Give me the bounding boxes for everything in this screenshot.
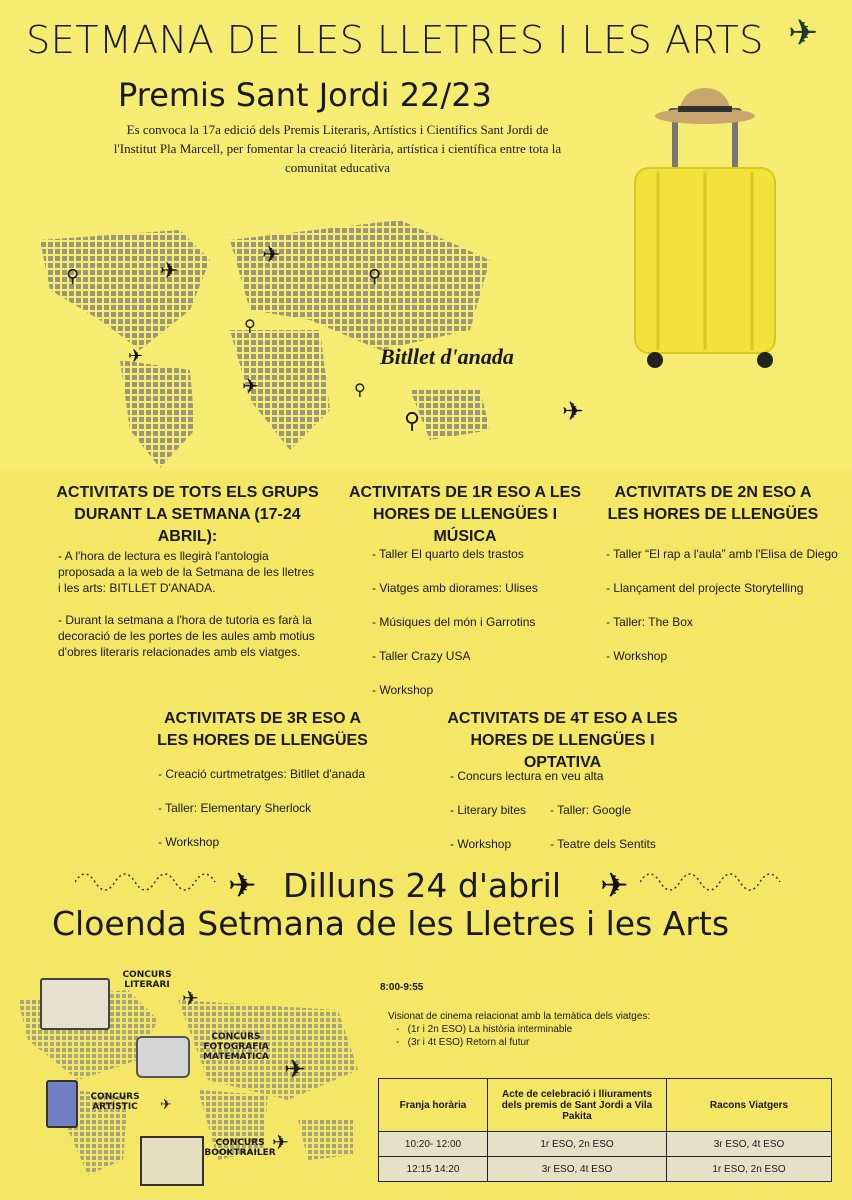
film-title: (1r i 2n ESO) La història interminable — [407, 1024, 573, 1035]
map-pin-icon: ⚲ — [66, 266, 80, 286]
bitllet-label: Bitllet d'anada — [380, 344, 514, 369]
contest-label: CONCURS ARTÍSTIC — [90, 1092, 140, 1112]
airplane-icon: ✈ — [272, 1132, 289, 1154]
list-row — [450, 802, 710, 818]
map-pin-icon: ⚲ — [354, 382, 366, 399]
list-item: - Literary bites — [450, 803, 527, 817]
list-item: - Durant la setmana a l'hora de tutoria es farà la decoració de les portes de les aules amb motius d'obres literaris relacionades amb els viatges. — [58, 613, 315, 659]
list-item: - Concurs lectura en veu alta — [450, 769, 604, 783]
list-item: - Taller: Elementary Sherlock — [158, 801, 312, 815]
table-cell: 10:20- 12:00 — [379, 1132, 488, 1157]
airplane-icon: ✈ — [182, 988, 199, 1010]
camera-image — [136, 1036, 190, 1078]
map-pin-icon: ⚲ — [404, 408, 421, 433]
table-row — [379, 1132, 832, 1157]
table-header: Franja horària — [379, 1079, 488, 1132]
section-all-heading: ACTIVITATS DE TOTS ELS GRUPS DURANT LA SETMANA (17-24 ABRIL): — [56, 484, 319, 545]
map-pin-icon: ⚲ — [244, 318, 256, 335]
list-item: - Workshop — [450, 837, 512, 851]
airplane-icon: ✈ — [262, 242, 281, 267]
list-row — [450, 836, 710, 852]
section-eso3-list — [158, 766, 398, 868]
table-cell: 3r ESO, 4t ESO — [488, 1157, 667, 1182]
airplane-icon: ✈ — [128, 346, 144, 366]
world-map-dots — [20, 200, 520, 470]
visionat-block — [388, 1010, 650, 1049]
list-item: - Músiques del món i Garrotins — [372, 615, 536, 629]
schedule-table — [378, 1078, 832, 1182]
airplane-icon: ✈ — [160, 258, 179, 283]
contest-label: CONCURS BOOKTRAILER — [204, 1138, 276, 1158]
list-item: - Taller “El rap a l'aula” amb l'Elisa de Diego — [606, 547, 838, 561]
list-item: - Taller Crazy USA — [372, 649, 471, 663]
section-eso1-list — [372, 546, 592, 716]
visionat-text: Visionat de cinema relacionat amb la temàtica dels viatges: — [388, 1011, 651, 1022]
list-item: - Teatre dels Sentits — [550, 837, 656, 851]
map-pin-icon: ⚲ — [368, 266, 382, 286]
section-eso4-heading: ACTIVITATS DE 4T ESO A LES HORES DE LLENGÜES I OPTATIVA — [447, 710, 678, 771]
section-eso4-list — [450, 768, 710, 870]
contest-label: CONCURS FOTOGRAFIA MATEMÀTICA — [203, 1032, 269, 1062]
table-row — [379, 1157, 832, 1182]
airplane-icon: ✈ — [284, 1054, 306, 1084]
contest-label: CONCURS LITERARI — [122, 970, 172, 990]
list-item: - Workshop — [372, 683, 434, 697]
airplane-icon: ✈ — [160, 1096, 172, 1112]
section-eso2-list — [606, 546, 838, 682]
list-item: - Llançament del projecte Storytelling — [606, 581, 804, 595]
list-item: - A l'hora de lectura es llegirà l'antologia proposada a la web de la Setmana de les lletres i les arts: BITLLET D'ANADA. — [58, 549, 315, 595]
clapperboard-image — [140, 1136, 204, 1186]
table-header: Racons Viatgers — [667, 1079, 832, 1132]
page-subtitle: Premis Sant Jordi 22/23 — [118, 76, 492, 114]
section-all-list — [58, 548, 318, 676]
list-item: - Taller: The Box — [606, 615, 693, 629]
intro-text: Es convoca la 17a edició dels Premis Literaris, Artístics i Científics Sant Jordi de l'Institut Pla Marcell, per fomentar la creació literària, artística i científica entre tota la comunitat educativa — [113, 122, 562, 175]
table-cell: 1r ESO, 2n ESO — [667, 1157, 832, 1182]
table-header-row — [379, 1079, 832, 1132]
list-item: - Workshop — [606, 649, 668, 663]
section-eso3-heading: ACTIVITATS DE 3R ESO A LES HORES DE LLENGÜES — [157, 710, 368, 749]
notebook-image — [40, 978, 110, 1030]
table-cell: 1r ESO, 2n ESO — [488, 1132, 667, 1157]
closing-title: Cloenda Setmana de les Lletres i les Arts — [52, 904, 730, 943]
table-cell: 3r ESO, 4t ESO — [667, 1132, 832, 1157]
page-title: SETMANA DE LES LLETRES I LES ARTS — [26, 18, 764, 62]
table-header: Acte de celebració i lliuraments dels premis de Sant Jordi a Vila Pakita — [488, 1079, 667, 1132]
list-item: - Taller: Google — [550, 803, 632, 817]
airplane-icon: ✈ — [562, 396, 584, 426]
closing-day: Dilluns 24 d'abril — [283, 866, 562, 905]
art-supplies-image — [46, 1080, 78, 1128]
list-item: - Creació curtmetratges: Bitllet d'anada — [158, 767, 366, 781]
airplane-icon: ✈ — [788, 12, 819, 53]
film-item: - (3r i 4t ESO) Retorn al futur — [396, 1037, 530, 1048]
closing-time: 8:00-9:55 — [380, 982, 424, 993]
section-eso2-heading: ACTIVITATS DE 2N ESO A LES HORES DE LLENGÜES — [607, 484, 819, 523]
film-item: - (1r i 2n ESO) La història interminable — [396, 1024, 573, 1035]
list-item: - Viatges amb diorames: Ulises — [372, 581, 538, 595]
list-item: - Taller El quarto dels trastos — [372, 547, 524, 561]
film-title: (3r i 4t ESO) Retorn al futur — [407, 1037, 530, 1048]
airplane-icon: ✈ — [228, 867, 257, 905]
list-item: - Workshop — [158, 835, 220, 849]
dotted-path-left — [75, 862, 235, 902]
airplane-icon: ✈ — [242, 376, 259, 398]
table-cell: 12:15 14:20 — [379, 1157, 488, 1182]
section-eso1-heading: ACTIVITATS DE 1R ESO A LES HORES DE LLENGÜES I MÚSICA — [348, 484, 582, 545]
dotted-path-right — [640, 862, 800, 902]
suitcase-image — [620, 80, 790, 380]
airplane-icon: ✈ — [600, 867, 629, 905]
